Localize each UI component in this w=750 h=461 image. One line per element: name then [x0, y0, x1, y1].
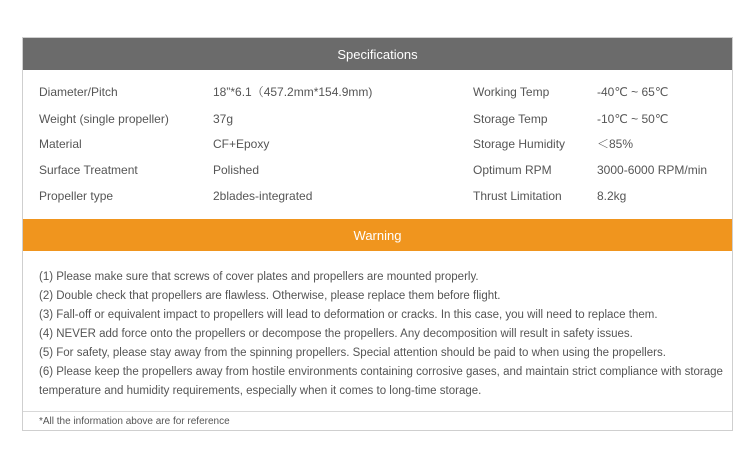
specifications-table: [23, 70, 732, 219]
specifications-header: [23, 38, 732, 70]
spec-row: [23, 82, 732, 102]
spec-value: -40℃ ~ 65℃: [597, 85, 669, 99]
warning-item: (6) Please keep the propellers away from hostile environments containing corrosive gases, and maintain strict compliance with storage temperature and humidity requirements, especially when it comes to long-time storage.: [39, 366, 723, 397]
footnote: *All the information above are for reference: [39, 416, 230, 427]
warning-item: (4) NEVER add force onto the propellers or decompose the propellers. Any decomposition will result in safety issues.: [39, 328, 633, 340]
warning-title: Warning: [353, 227, 402, 243]
spec-label: Thrust Limitation: [473, 189, 562, 203]
spec-label: Diameter/Pitch: [39, 85, 118, 99]
spec-row: [23, 186, 732, 206]
spec-value: ＜85%: [597, 137, 634, 151]
spec-value: -10℃ ~ 50℃: [597, 112, 669, 126]
spec-label: Optimum RPM: [473, 163, 552, 177]
warning-item: (3) Fall-off or equivalent impact to propellers will lead to deformation or cracks. In this case, you will need to replace them.: [39, 309, 658, 321]
spec-label: Storage Temp: [473, 112, 548, 126]
spec-panel: [22, 37, 733, 431]
spec-label: Surface Treatment: [39, 163, 138, 177]
spec-value: 37g: [213, 112, 234, 126]
spec-row: [23, 134, 732, 154]
spec-label: Working Temp: [473, 85, 550, 99]
spec-row: [23, 109, 732, 129]
spec-label: Material: [39, 137, 82, 151]
warning-header: [23, 219, 732, 251]
spec-label: Storage Humidity: [473, 137, 566, 151]
warning-item: (2) Double check that propellers are flawless. Otherwise, please replace them before flight.: [39, 290, 501, 302]
warning-item: (1) Please make sure that screws of cover plates and propellers are mounted properly.: [39, 271, 479, 283]
warning-list: [39, 268, 729, 401]
spec-value: 18”*6.1（457.2mm*154.9mm): [213, 85, 373, 99]
spec-value: Polished: [213, 163, 260, 177]
spec-value: 3000-6000 RPM/min: [597, 163, 708, 177]
spec-row: [23, 160, 732, 180]
footnote-divider: [23, 411, 732, 412]
specifications-title: Specifications: [337, 46, 418, 62]
warning-item: (5) For safety, please stay away from the spinning propellers. Special attention should be paid to when using the propellers.: [39, 347, 666, 359]
spec-value: 8.2kg: [597, 189, 627, 203]
spec-label: Propeller type: [39, 189, 114, 203]
spec-value: 2blades-integrated: [213, 189, 313, 203]
spec-label: Weight (single propeller): [39, 112, 169, 126]
spec-value: CF+Epoxy: [213, 137, 270, 151]
